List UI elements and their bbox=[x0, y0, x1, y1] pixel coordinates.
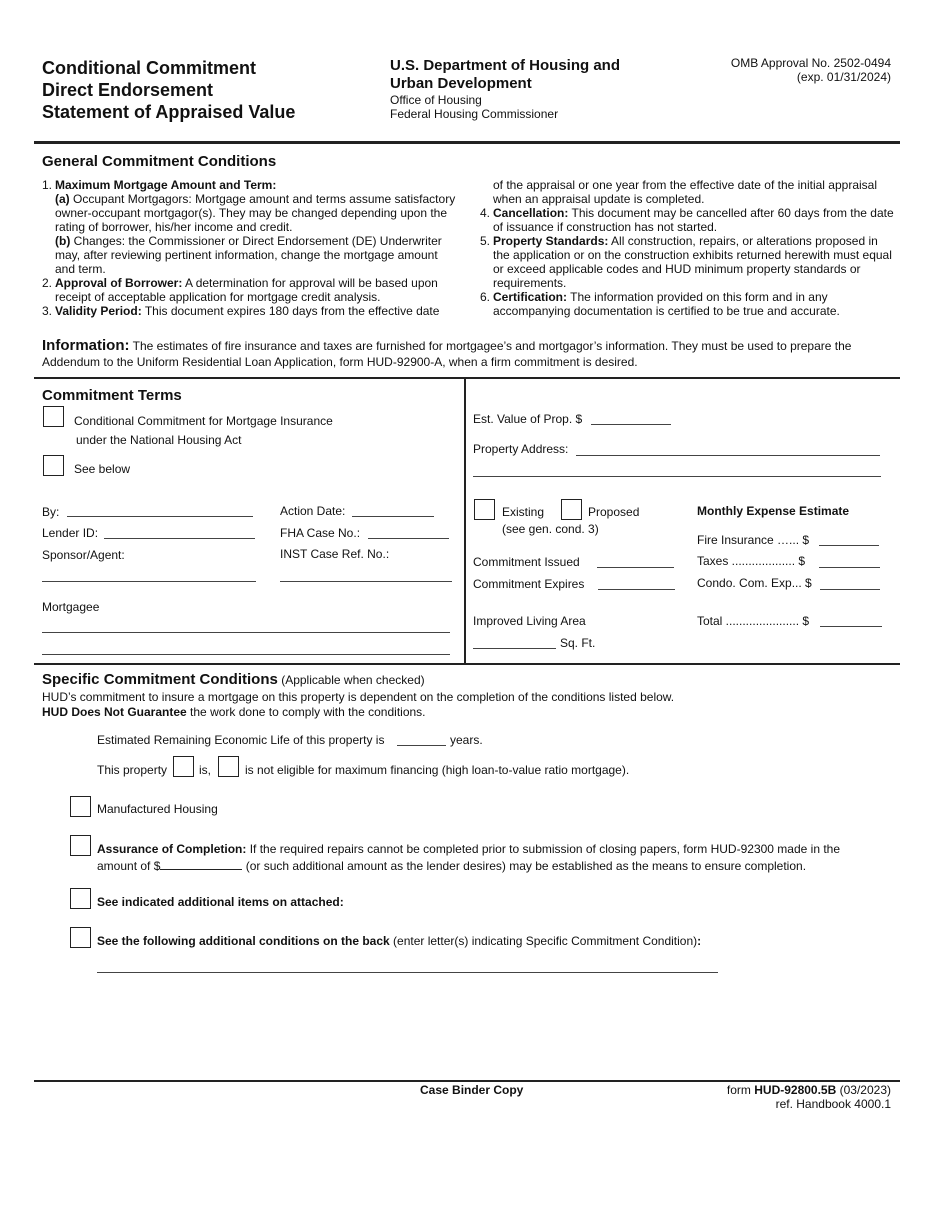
mortgagee-field-2[interactable] bbox=[42, 654, 450, 655]
commissioner-name: Federal Housing Commissioner bbox=[390, 107, 559, 121]
condition-2 bbox=[42, 276, 460, 304]
omb-number: OMB Approval No. 2502-0494 bbox=[730, 56, 891, 70]
no-guarantee-text: the work done to comply with the conditions. bbox=[190, 705, 426, 719]
economic-life-post: years. bbox=[450, 733, 483, 747]
specific-conditions-intro: HUD’s commitment to insure a mortgage on this property is dependent on the completion of the conditions listed below. bbox=[42, 690, 675, 704]
inst-case-field[interactable] bbox=[280, 581, 452, 582]
eligibility-is: is, bbox=[199, 763, 211, 777]
omb-approval bbox=[731, 56, 891, 84]
existing-label: Existing bbox=[502, 505, 545, 519]
back-conditions-field[interactable] bbox=[97, 972, 718, 973]
monthly-expense-heading: Monthly Expense Estimate bbox=[697, 504, 850, 518]
mortgagee-field-1[interactable] bbox=[42, 632, 450, 633]
fire-insurance-field[interactable] bbox=[819, 545, 879, 546]
attached-items-label: See indicated additional items on attached: bbox=[97, 895, 344, 909]
form-number: HUD-92800.5B bbox=[754, 1083, 837, 1097]
terms-top-divider bbox=[34, 377, 900, 379]
condition-4-text: This document may be cancelled after 60 days from the date of issuance if construction has not started. bbox=[493, 206, 894, 234]
condition-6-text: The information provided on this form and in any accompanying documentation is certified to be true and accurate. bbox=[493, 290, 840, 318]
condition-2-text: A determination for approval will be based upon receipt of acceptable application for mortgage credit analysis. bbox=[55, 276, 438, 304]
assurance-label: Assurance of Completion: bbox=[97, 842, 247, 856]
information-label: Information: bbox=[42, 337, 130, 354]
condition-3-continued bbox=[480, 178, 894, 206]
omb-expiration: (exp. 01/31/2024) bbox=[796, 70, 891, 84]
condition-6 bbox=[480, 290, 894, 318]
economic-life-pre: Estimated Remaining Economic Life of this property is bbox=[97, 733, 385, 747]
conditional-commitment-label bbox=[74, 412, 333, 450]
commitment-terms-heading: Commitment Terms bbox=[42, 387, 182, 404]
condition-1b bbox=[55, 234, 460, 276]
commitment-issued-label: Commitment Issued bbox=[473, 555, 580, 569]
sqft-label: Sq. Ft. bbox=[560, 636, 596, 650]
property-address-field-1[interactable] bbox=[576, 455, 880, 456]
back-conditions-text: (enter letter(s) indicating Specific Commitment Condition) bbox=[393, 934, 698, 948]
form-date: (03/2023) bbox=[839, 1083, 891, 1097]
condo-expense-field[interactable] bbox=[820, 589, 880, 590]
no-guarantee-bold: HUD Does Not Guarantee bbox=[42, 705, 187, 719]
commitment-issued-field[interactable] bbox=[597, 567, 674, 568]
assurance-completion-line-1 bbox=[97, 842, 840, 856]
condition-1a-label: (a) bbox=[55, 192, 70, 206]
see-general-condition-3: (see gen. cond. 3) bbox=[502, 522, 599, 536]
condition-1a-text: Occupant Mortgagors: Mortgage amount and terms assume satisfactory owner-occupant mortgagor(s). They may be changed depending upon the rating of borrower, his/her income and credit. bbox=[55, 192, 456, 234]
no-guarantee-statement bbox=[42, 705, 426, 719]
proposed-label: Proposed bbox=[588, 505, 640, 519]
condition-1b-text: Changes: the Commissioner or Direct Endorsement (DE) Underwriter may, after reviewing pertinent information, change the mortgage amount and term. bbox=[55, 234, 442, 276]
manufactured-housing-checkbox[interactable] bbox=[70, 796, 91, 817]
form-title-line-2: Direct Endorsement bbox=[42, 80, 214, 100]
see-below-label: See below bbox=[74, 462, 131, 476]
living-area-label: Improved Living Area bbox=[473, 614, 586, 628]
back-conditions-checkbox[interactable] bbox=[70, 927, 91, 948]
condition-3 bbox=[42, 304, 460, 318]
information-paragraph bbox=[42, 338, 894, 370]
general-conditions-right bbox=[480, 178, 894, 318]
conditional-commitment-line-1: Conditional Commitment for Mortgage Insurance bbox=[74, 414, 333, 428]
property-address-label: Property Address: bbox=[473, 442, 569, 456]
condition-2-number: 2. bbox=[42, 276, 53, 290]
specific-conditions-heading bbox=[42, 673, 425, 687]
by-field[interactable] bbox=[67, 516, 253, 517]
condition-5-number: 5. bbox=[480, 234, 491, 248]
case-binder-copy: Case Binder Copy bbox=[420, 1083, 524, 1097]
condition-1a bbox=[55, 192, 460, 234]
department-line-1: U.S. Department of Housing and bbox=[390, 57, 621, 74]
specific-conditions-note: (Applicable when checked) bbox=[281, 673, 425, 687]
commitment-expires-label: Commitment Expires bbox=[473, 577, 585, 591]
assurance-text-1: If the required repairs cannot be completed prior to submission of closing papers, form HUD-92300 made in the bbox=[249, 842, 841, 856]
lender-id-label: Lender ID: bbox=[42, 526, 99, 540]
condo-expense-label: Condo. Com. Exp... $ bbox=[697, 576, 812, 590]
taxes-field[interactable] bbox=[819, 567, 880, 568]
see-below-checkbox[interactable] bbox=[43, 455, 64, 476]
form-id-block bbox=[727, 1083, 891, 1111]
terms-bottom-divider bbox=[34, 663, 900, 665]
living-area-field[interactable] bbox=[473, 648, 556, 649]
condition-4 bbox=[480, 206, 894, 234]
terms-vertical-divider bbox=[464, 378, 466, 664]
condition-1 bbox=[42, 178, 460, 276]
condition-5 bbox=[480, 234, 894, 290]
condition-5-text: All construction, repairs, or alterations proposed in the application or on the construction exhibits returned herewith must equal or exceed applicable codes and HUD minimum property standards or requirements. bbox=[493, 234, 892, 290]
inst-case-label: INST Case Ref. No.: bbox=[280, 547, 390, 561]
by-label: By: bbox=[42, 505, 60, 519]
action-date-field[interactable] bbox=[352, 516, 434, 517]
property-address-field-2[interactable] bbox=[473, 476, 881, 477]
taxes-label: Taxes ................... $ bbox=[697, 554, 806, 568]
condition-3-number: 3. bbox=[42, 304, 53, 318]
eligibility-post: is not eligible for maximum financing (high loan-to-value ratio mortgage). bbox=[245, 763, 630, 777]
est-value-label: Est. Value of Prop. $ bbox=[473, 412, 583, 426]
form-title-line-3: Statement of Appraised Value bbox=[42, 102, 296, 122]
mortgagee-label: Mortgagee bbox=[42, 600, 100, 614]
sponsor-agent-field[interactable] bbox=[42, 581, 256, 582]
back-conditions-colon: : bbox=[697, 934, 702, 948]
condition-6-number: 6. bbox=[480, 290, 491, 304]
assurance-text-2: (or such additional amount as the lender desires) may be established as the means to ensure completion. bbox=[245, 859, 807, 873]
existing-checkbox[interactable] bbox=[474, 499, 495, 520]
general-conditions-heading: General Commitment Conditions bbox=[42, 153, 277, 170]
footer-divider bbox=[34, 1080, 900, 1082]
attached-items-checkbox[interactable] bbox=[70, 888, 91, 909]
form-title-line-1: Conditional Commitment bbox=[42, 58, 256, 78]
conditional-commitment-checkbox[interactable] bbox=[43, 406, 64, 427]
condition-2-label: Approval of Borrower: bbox=[55, 276, 183, 290]
condition-1b-label: (b) bbox=[55, 234, 71, 248]
total-label: Total ...................... $ bbox=[697, 614, 810, 628]
back-conditions-label bbox=[97, 934, 701, 948]
information-text: The estimates of fire insurance and taxes are furnished for mortgagee’s and mortgagor’s information. They must be used to prepare the Addendum to the Uniform Residential Loan Application, form HUD-92900-A, when a firm commitment is desired. bbox=[42, 339, 852, 369]
eligibility-pre: This property bbox=[97, 763, 168, 777]
eligible-is-not-checkbox[interactable] bbox=[218, 756, 239, 777]
handbook-reference: ref. Handbook 4000.1 bbox=[775, 1097, 891, 1111]
condition-3-text: This document expires 180 days from the effective date bbox=[144, 304, 440, 318]
form-prefix: form bbox=[726, 1083, 751, 1097]
department-block bbox=[390, 57, 620, 121]
commitment-expires-field[interactable] bbox=[598, 589, 675, 590]
assurance-amount-label: amount of $ bbox=[97, 859, 161, 873]
condition-3-label: Validity Period: bbox=[55, 304, 142, 318]
economic-life-field[interactable] bbox=[397, 745, 446, 746]
form-title bbox=[42, 57, 295, 123]
eligible-is-checkbox[interactable] bbox=[173, 756, 194, 777]
condition-5-label: Property Standards: bbox=[493, 234, 609, 248]
condition-4-label: Cancellation: bbox=[493, 206, 569, 220]
condition-4-number: 4. bbox=[480, 206, 491, 220]
fire-insurance-label: Fire Insurance …... $ bbox=[697, 533, 810, 547]
condition-1-label: Maximum Mortgage Amount and Term: bbox=[55, 178, 277, 192]
est-value-field[interactable] bbox=[591, 424, 671, 425]
total-field[interactable] bbox=[820, 626, 882, 627]
department-line-2: Urban Development bbox=[390, 75, 532, 92]
office-name: Office of Housing bbox=[390, 93, 482, 107]
assurance-amount-field[interactable] bbox=[160, 858, 242, 870]
fha-case-label: FHA Case No.: bbox=[280, 526, 361, 540]
condition-1-number: 1. bbox=[42, 178, 53, 192]
form-id-line bbox=[727, 1083, 891, 1097]
header-divider bbox=[34, 141, 900, 144]
conditional-commitment-line-2: under the National Housing Act bbox=[76, 433, 242, 447]
manufactured-housing-label: Manufactured Housing bbox=[97, 802, 218, 816]
condition-3-continued-text: of the appraisal or one year from the effective date of the initial appraisal when an appraisal update is completed. bbox=[493, 178, 878, 206]
action-date-label: Action Date: bbox=[280, 504, 346, 518]
proposed-checkbox[interactable] bbox=[561, 499, 582, 520]
fha-case-field[interactable] bbox=[368, 538, 449, 539]
general-conditions-left bbox=[42, 178, 460, 318]
lender-id-field[interactable] bbox=[104, 538, 255, 539]
back-conditions-bold: See the following additional conditions on the back bbox=[97, 934, 390, 948]
specific-conditions-title: Specific Commitment Conditions bbox=[42, 671, 278, 688]
assurance-completion-line-2 bbox=[97, 858, 806, 873]
assurance-completion-checkbox[interactable] bbox=[70, 835, 91, 856]
sponsor-agent-label: Sponsor/Agent: bbox=[42, 548, 125, 562]
condition-6-label: Certification: bbox=[493, 290, 568, 304]
